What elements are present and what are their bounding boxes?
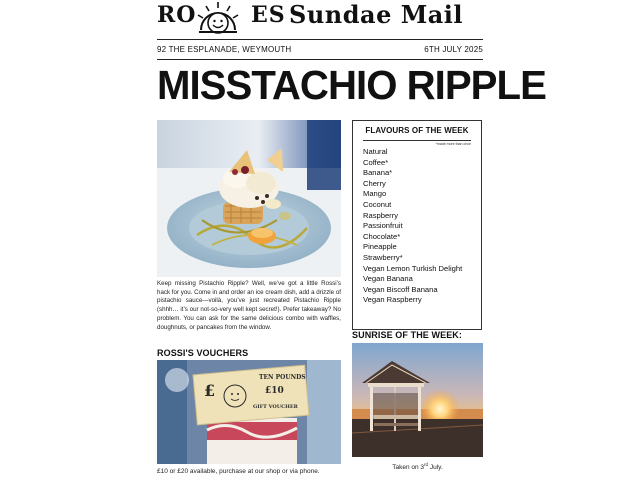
article-body: Keep missing Pistachio Ripple? Well, we’ve got a little Rossi’s hack for you. Come in and order an ice cream dish, add a drizzle of pistachio sauce—voilà, you’ve just recreated Pistachio Ripple (shhh… it’s our not-so-very well kept secret!). Prefer takeaway? No problem. You can ask for the same delicious combo with waffles, doughnuts, or pancakes from the window. [157,280,341,331]
sunrise-caption-suffix: July. [428,464,443,472]
flavour-item: Vegan Banana [363,274,413,284]
flavours-title: FLAVOURS OF THE WEEK [365,126,469,135]
flavour-item: Banana* [363,168,393,178]
ice-cream-waffle-photo [157,120,341,277]
voucher-bottom-label: GIFT VOUCHER [253,404,298,410]
flavour-item: Strawberry* [363,252,403,262]
logo-text-right: ES [251,2,286,28]
sunrise-caption-prefix: Taken on 3 [392,464,425,472]
voucher-scene-graphic [157,360,341,464]
flavour-item: Passionfruit [363,221,403,231]
flavour-item: Chocolate* [363,231,401,241]
voucher-pound-sign: £ [204,381,216,400]
voucher-amount: £10 [265,386,284,396]
flavour-item: Natural [363,147,388,156]
flavour-list [363,147,462,306]
sunrise-caption [352,460,483,472]
flavours-divider [363,140,471,141]
flavour-item: Coconut [363,199,392,209]
flavour-item: Vegan Lemon Turkish Delight [363,263,463,273]
masthead [157,0,484,36]
smiling-sun-logo-icon [193,0,243,34]
voucher-top-label: TEN POUNDS [259,374,306,381]
flavours-of-the-week-box [352,120,482,330]
masthead-bottom-rule [157,59,483,60]
sunrise-shelter-photo [352,343,483,457]
masthead-top-rule [157,39,483,40]
flavour-item: Raspberry [363,210,399,220]
flavours-footnote: *made more than once [435,142,471,146]
rossis-logo [157,0,286,36]
issue-date: 6TH JULY 2025 [424,45,483,54]
vouchers-caption: £10 or £20 available, purchase at our shop or via phone. [157,468,320,475]
flavour-item: Coffee* [363,157,389,167]
vouchers-heading: ROSSI'S VOUCHERS [157,348,249,358]
flavour-item: Vegan Raspberry [363,295,422,305]
flavour-item: Pineapple [363,242,397,252]
flavour-item: Vegan Biscoff Banana [363,284,438,294]
logo-text-left: RO [157,2,197,28]
flavour-item: Mango [363,189,387,199]
gift-voucher-photo [157,360,341,464]
shop-address: 92 THE ESPLANADE, WEYMOUTH [157,45,292,54]
sunrise-heading: SUNRISE OF THE WEEK: [352,330,463,340]
flavour-item: Cherry [363,178,386,188]
sunrise-caption-ordinal: rd [424,462,429,467]
dateline [157,44,483,56]
headline: MISSTACHIO RIPPLE [157,62,546,108]
newsletter-title: Sundae Mail [289,0,464,29]
